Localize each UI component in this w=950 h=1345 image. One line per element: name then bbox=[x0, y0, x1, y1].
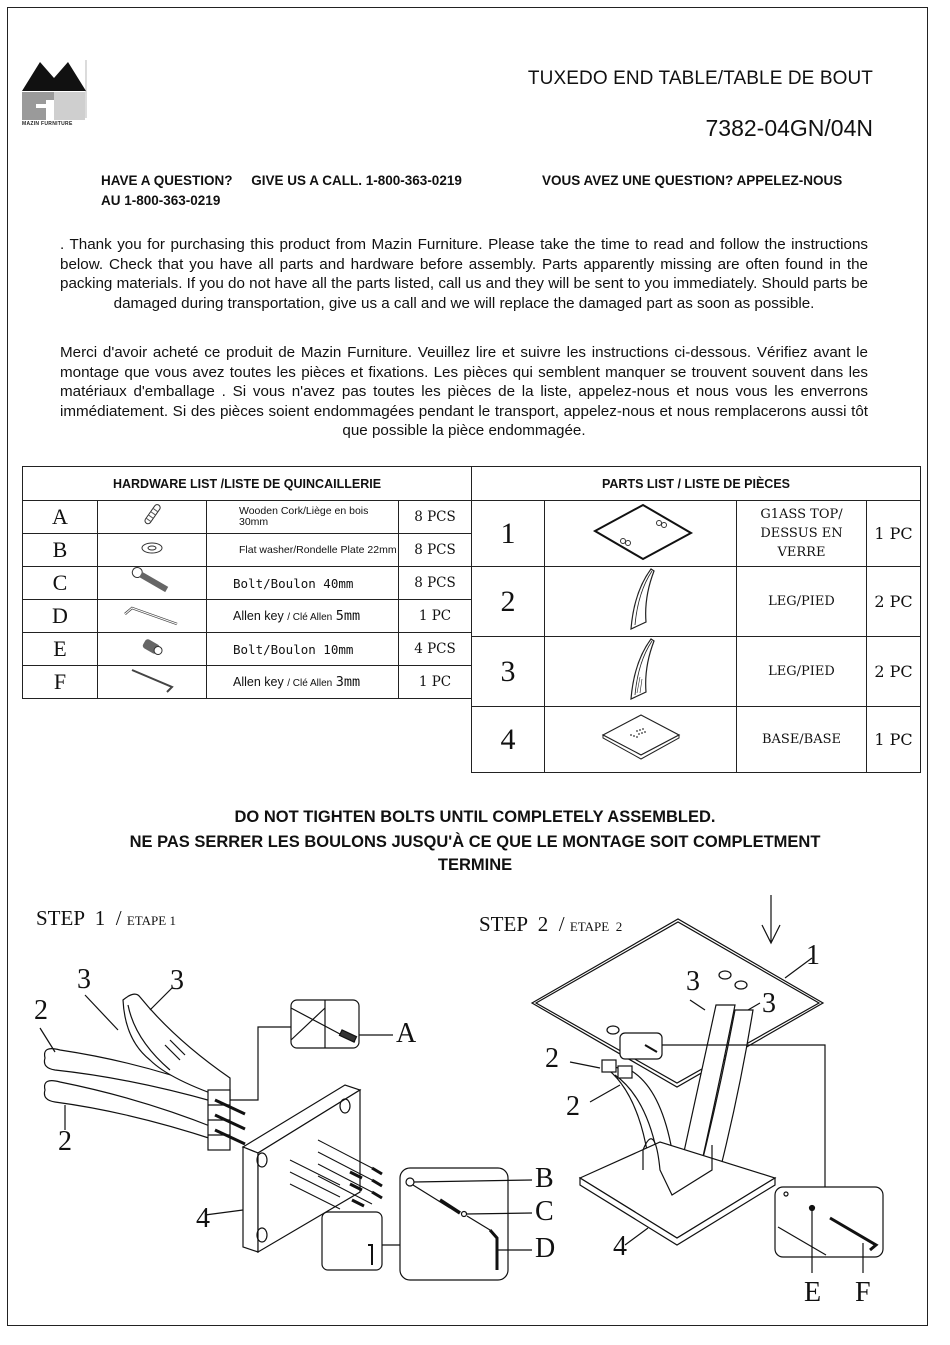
hardware-row-a: A Wooden Cork/Liège en bois 30mm 8 PCS bbox=[23, 501, 472, 534]
hardware-list-title: HARDWARE LIST /LISTE DE QUINCAILLERIE bbox=[23, 467, 472, 501]
callout-leg-3: 3 bbox=[686, 966, 700, 997]
contact-french-phone: AU 1-800-363-0219 bbox=[101, 193, 221, 208]
part-row-3: 3 LEG/PIED 2 PC bbox=[472, 637, 921, 707]
callout-hardware-b: B bbox=[535, 1163, 554, 1194]
contact-english: HAVE A QUESTION? GIVE US A CALL. 1-800-363-0219 bbox=[101, 173, 462, 188]
hardware-row-c: C Bolt/Boulon 40mm 8 PCS bbox=[23, 567, 472, 600]
callout-hardware-a: A bbox=[396, 1018, 417, 1049]
warning-french: NE PAS SERRER LES BOULONS JUSQU'À CE QUE LE MONTAGE SOIT COMPLETMENT TERMINE bbox=[129, 833, 821, 874]
part-row-2: 2 LEG/PIED 2 PC bbox=[472, 567, 921, 637]
callout-hardware-e: E bbox=[804, 1277, 822, 1308]
callout-hardware-d: D bbox=[535, 1233, 556, 1264]
part-row-4: 4 BASE/BASE 1 PC bbox=[472, 707, 921, 773]
step-1-label: STEP 1 / ETAPE 1 bbox=[36, 906, 176, 930]
product-title: TUXEDO END TABLE/TABLE DE BOUT bbox=[527, 68, 873, 89]
callout-leg-3: 3 bbox=[762, 988, 776, 1019]
hardware-row-e: E Bolt/Boulon 10mm 4 PCS bbox=[23, 633, 472, 666]
callout-glass-top-1: 1 bbox=[806, 940, 820, 971]
model-number: 7382-04GN/04N bbox=[705, 115, 873, 141]
intro-french: Merci d'avoir acheté ce produit de Mazin Furniture. Veuillez lire et suivre les instructions ci-dessous. Vérifiez avant le montage que vous avez toutes les pièces et fixations. Les pièces qui semblent manquer se trouvent souvent dans les matériaux d'emballage . Si vous n'avez pas toutes les pièces de la liste, appelez-nous et nous vous les enverrons immédiatement. Si des pièces soient endommagées pendant le transport, appelez-nous et nous remplacerons aussi tôt que possible la pièce endommagée. bbox=[60, 344, 868, 440]
callout-leg-3: 3 bbox=[170, 965, 184, 996]
hardware-row-f: F Allen key / Clé Allen 3mm 1 PC bbox=[23, 666, 472, 699]
warning-english: DO NOT TIGHTEN BOLTS UNTIL COMPLETELY ASSEMBLED. bbox=[234, 808, 716, 826]
callout-hardware-f: F bbox=[855, 1277, 871, 1308]
callout-leg-2: 2 bbox=[34, 995, 48, 1026]
callout-leg-2: 2 bbox=[58, 1126, 72, 1157]
part-row-1: 1 G1ASS TOP/ DESSUS EN VERRE 1 PC bbox=[472, 501, 921, 567]
callout-hardware-c: C bbox=[535, 1196, 554, 1227]
hardware-row-b: B Flat washer/Rondelle Plate 22mm 8 PCS bbox=[23, 534, 472, 567]
callout-base-4: 4 bbox=[613, 1231, 627, 1262]
callout-leg-2: 2 bbox=[545, 1043, 559, 1074]
intro-english: . Thank you for purchasing this product from Mazin Furniture. Please take the time to read and follow the instructions below. Check that you have all parts and hardware before assembly. Parts apparently missing are often found in the packing materials. If you do not have all the parts listed, call us and they will be sent to you immediately. Should parts be damaged during transportation, give us a call and we will replace the damaged part as soon as possible. bbox=[60, 236, 868, 312]
parts-list-title: PARTS LIST / LISTE DE PIÈCES bbox=[472, 467, 921, 501]
step-2-label: STEP 2 / ETAPE 2 bbox=[479, 912, 623, 936]
callout-leg-3: 3 bbox=[77, 964, 91, 995]
contact-french: VOUS AVEZ UNE QUESTION? APPELEZ-NOUS bbox=[542, 173, 843, 188]
callout-leg-2: 2 bbox=[566, 1091, 580, 1122]
callout-base-4: 4 bbox=[196, 1203, 210, 1234]
brand-name: MAZIN FURNITURE bbox=[22, 121, 73, 127]
hardware-row-d: D Allen key / Clé Allen 5mm 1 PC bbox=[23, 600, 472, 633]
